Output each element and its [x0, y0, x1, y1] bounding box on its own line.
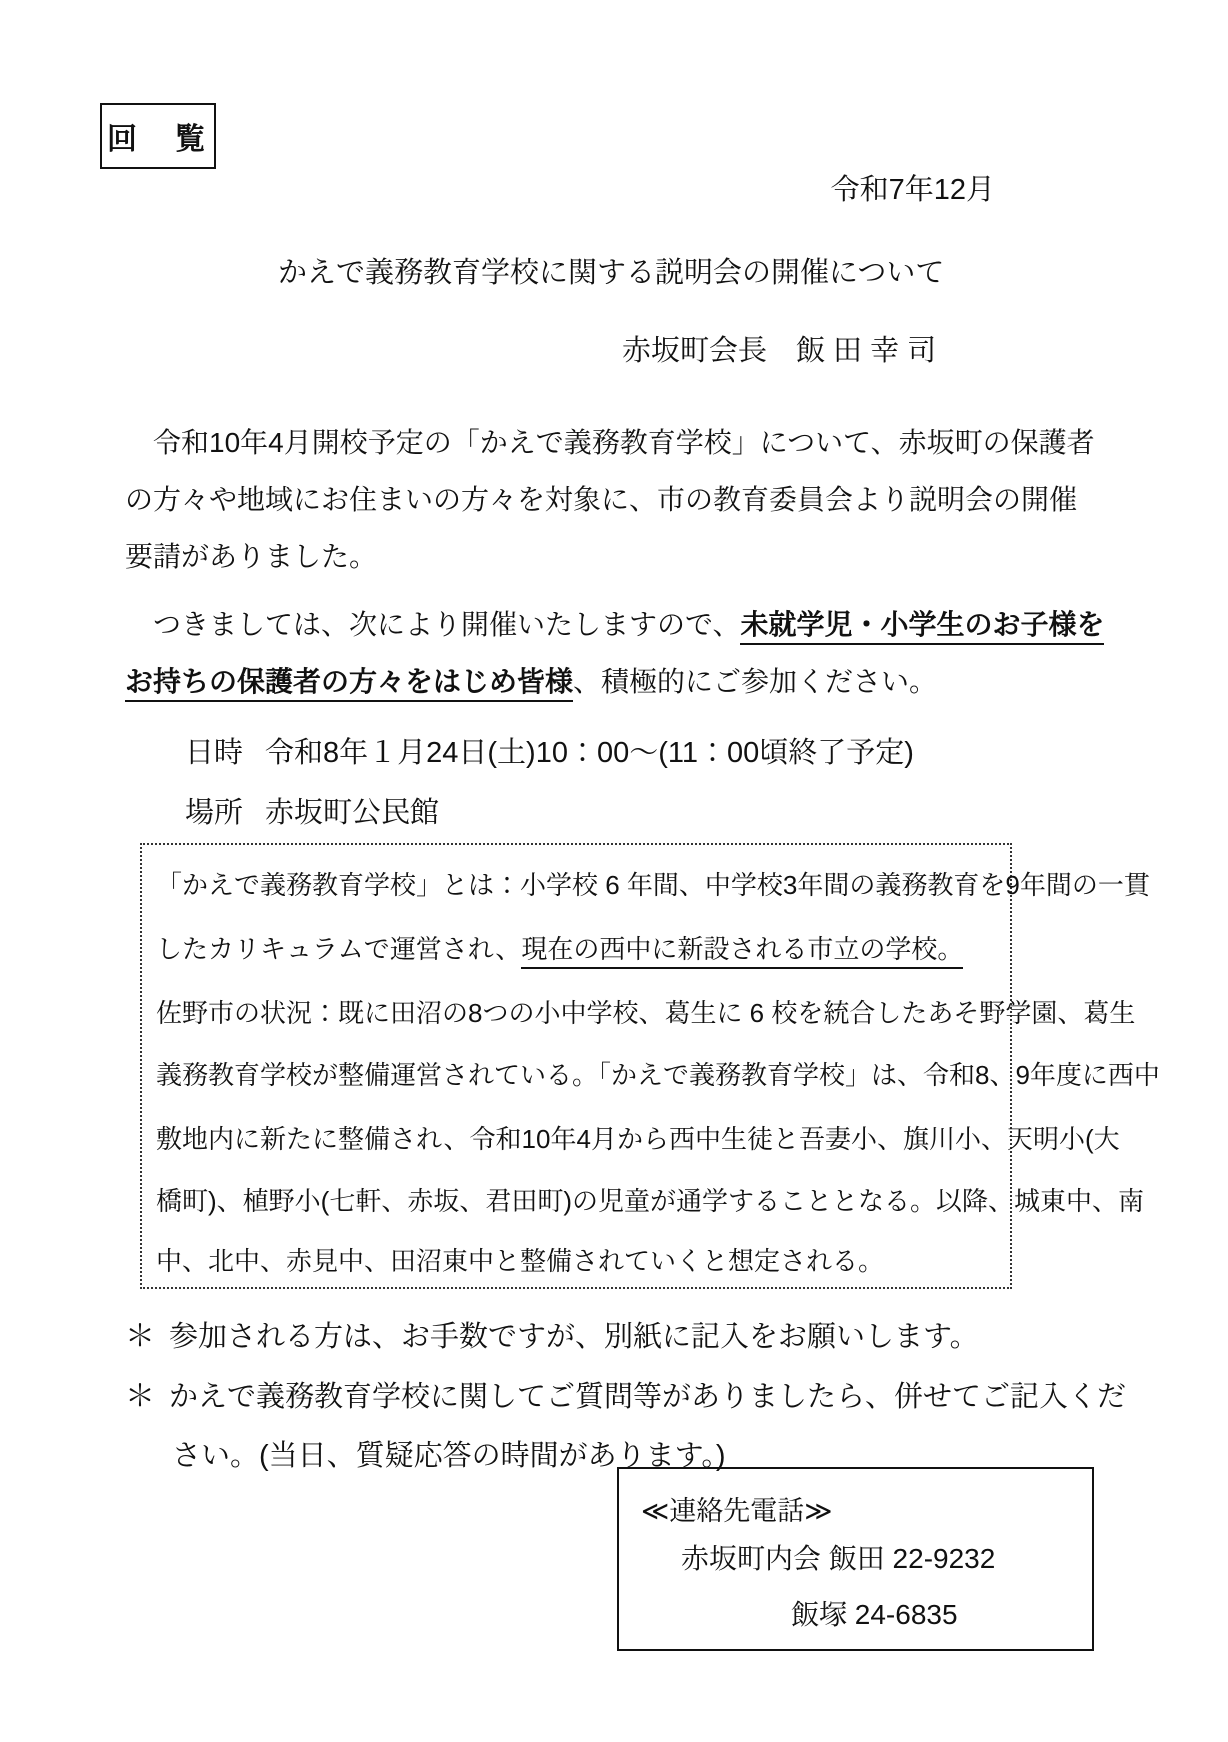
info-box-line-4: 義務教育学校が整備運営されている。「かえで義務教育学校」は、令和8、9年度に西中: [156, 1060, 1160, 1090]
document-author: 赤坂町会長 飯 田 幸 司: [622, 335, 937, 367]
contact-box: [617, 1467, 1094, 1651]
request-line-2-emphasis: お持ちの保護者の方々をはじめ皆様: [125, 666, 573, 702]
contact-box-heading: ≪連絡先電話≫: [641, 1496, 833, 1526]
contact-box-phone-line-2: 飯塚 24-6835: [791, 1599, 958, 1630]
info-box-line-5: 敷地内に新たに整備され、令和10年4月から西中生徒と吾妻小、旗川小、天明小(大: [156, 1124, 1120, 1154]
note-2-text-line-1: かえで義務教育学校に関してご質問等がありましたら、併せてご記入くだ: [169, 1381, 1127, 1413]
note-2-bullet: ＊: [125, 1380, 155, 1413]
school-info-box: [140, 843, 1160, 1289]
info-box-line-3: 佐野市の状況：既に田沼の8つの小中学校、葛生に 6 校を統合したあそ野学園、葛生: [156, 998, 1136, 1028]
document-date: 令和7年12月: [830, 174, 995, 206]
request-line-1-emphasis: 未就学児・小学生のお子様を: [740, 609, 1104, 645]
info-box-line-2-underlined: 現在の西中に新設される市立の学校。: [521, 934, 963, 969]
note-1-row: [125, 1318, 979, 1356]
info-box-line-2-pre: したカリキュラムで運営され、: [156, 934, 522, 964]
info-box-line-7: 中、北中、赤見中、田沼東中と整備されていくと想定される。: [156, 1246, 885, 1276]
document-title: かえで義務教育学校に関する説明会の開催について: [278, 257, 945, 289]
circulation-stamp-label: 回 覧: [107, 123, 209, 156]
request-line-1-pre: つきましては、次により開催いたしますので、: [125, 609, 741, 640]
note-2-text-line-2: さい。(当日、質疑応答の時間があります。): [172, 1440, 726, 1472]
request-line-2-post: 、積極的にご参加ください。: [573, 666, 938, 697]
info-box-line-6: 橋町)、植野小(七軒、赤坂、君田町)の児童が通学することとなる。以降、城東中、南: [156, 1186, 1144, 1216]
event-datetime-label: 日時: [185, 737, 244, 769]
event-place-value: 赤坂町公民館: [265, 797, 440, 829]
request-paragraph-line-2: [125, 664, 937, 699]
note-1-text: 参加される方は、お手数ですが、別紙に記入をお願いします。: [169, 1321, 979, 1353]
note-2-row: [125, 1378, 1126, 1416]
intro-paragraph-line-2: の方々や地域にお住まいの方々を対象に、市の教育委員会より説明会の開催: [125, 484, 1078, 515]
event-place-label: 場所: [185, 797, 244, 829]
note-1-bullet: ＊: [125, 1320, 155, 1353]
event-datetime-value: 令和8年１月24日(土)10：00～(11：00頃終了予定): [265, 737, 914, 769]
intro-paragraph-line-3: 要請がありました。: [125, 541, 378, 572]
event-datetime-row: [185, 735, 914, 771]
info-box-line-2: [156, 929, 963, 966]
circulation-stamp: [100, 103, 216, 169]
info-box-line-1: 「かえで義務教育学校」とは：小学校 6 年間、中学校3年間の義務教育を9年間の一貫: [156, 870, 1150, 900]
contact-box-phone-line-1: 赤坂町内会 飯田 22-9232: [681, 1543, 996, 1574]
event-place-row: [185, 795, 439, 831]
intro-paragraph-line-1: 令和10年4月開校予定の「かえで義務教育学校」について、赤坂町の保護者: [125, 427, 1095, 458]
request-paragraph-line-1: [125, 607, 1104, 642]
